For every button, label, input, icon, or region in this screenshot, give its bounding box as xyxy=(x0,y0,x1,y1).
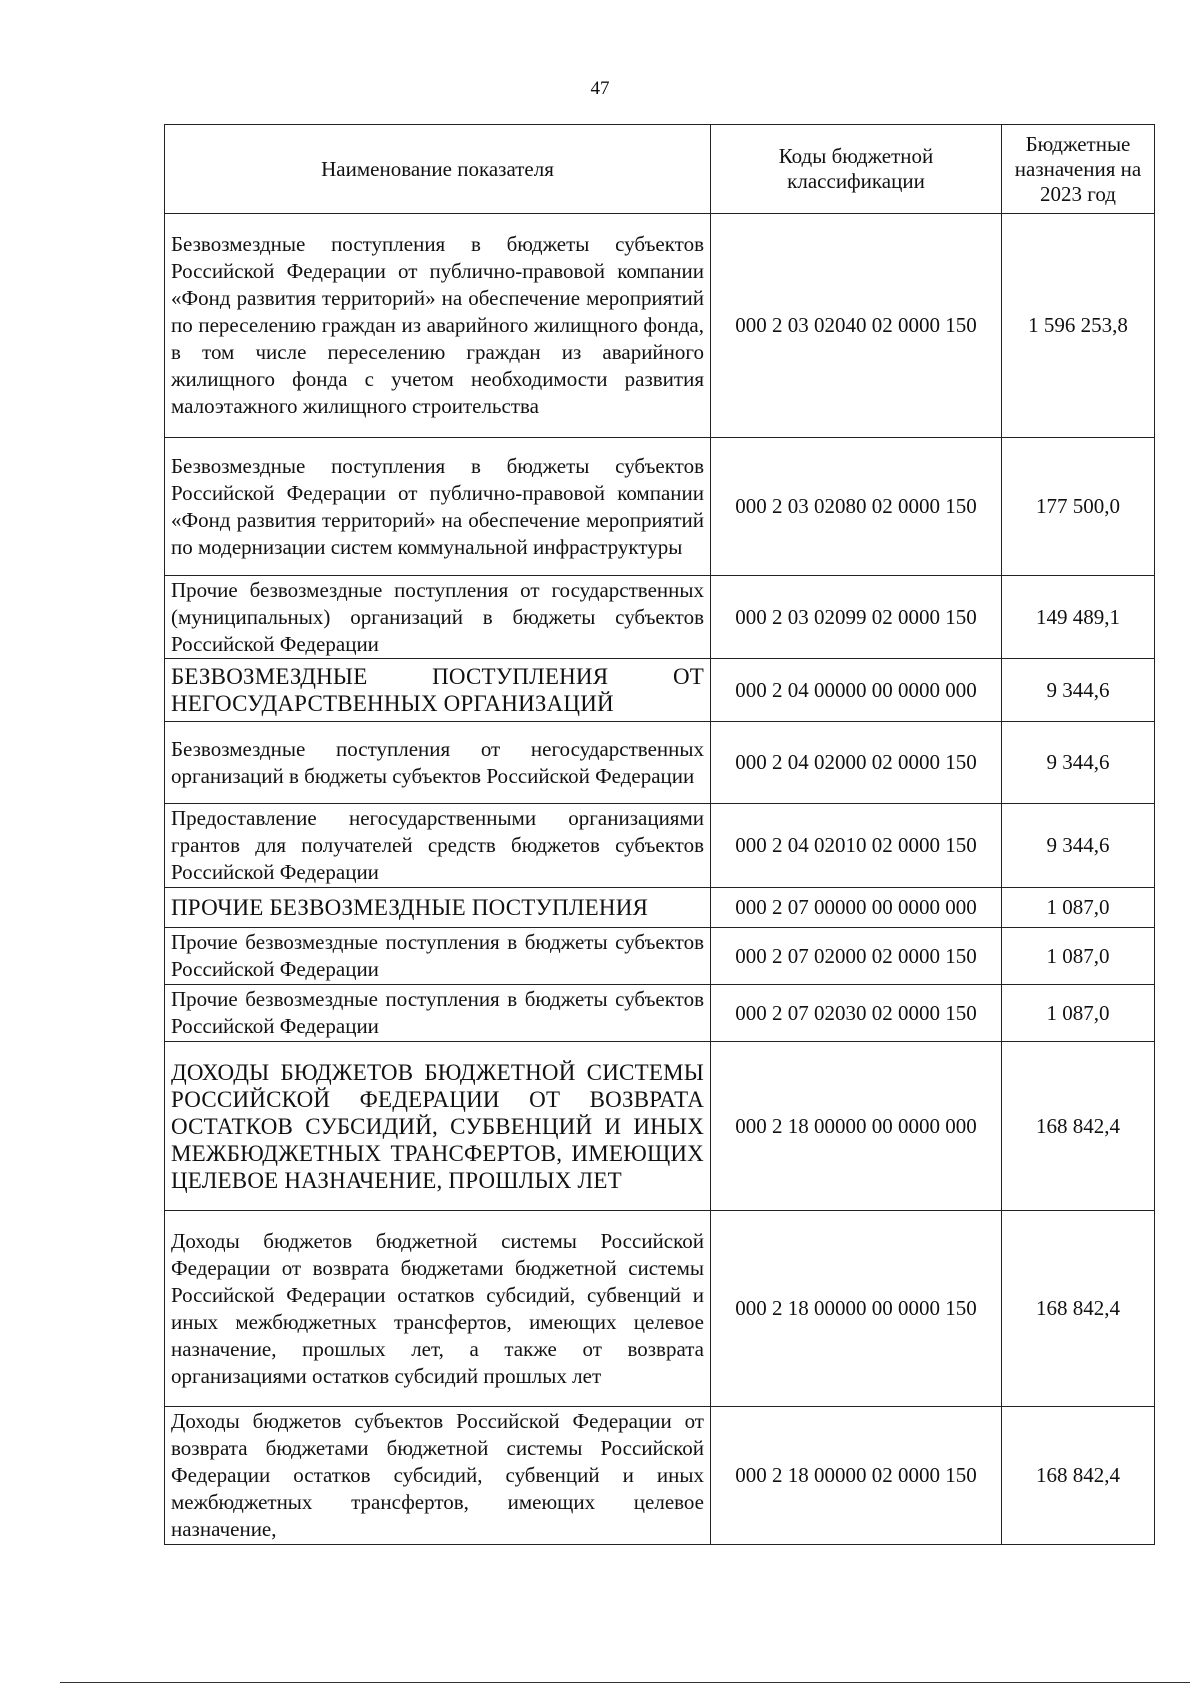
row-code: 000 2 03 02040 02 0000 150 xyxy=(711,214,1002,438)
header-amount: Бюджетные назначения на 2023 год xyxy=(1002,125,1155,214)
row-code: 000 2 07 02030 02 0000 150 xyxy=(711,985,1002,1042)
row-amount: 9 344,6 xyxy=(1002,804,1155,888)
row-name: Прочие безвозмездные поступления в бюджеты субъектов Российской Федерации xyxy=(165,928,711,985)
table-row xyxy=(165,888,1155,928)
footer-rule xyxy=(60,1682,1190,1683)
row-amount: 1 087,0 xyxy=(1002,928,1155,985)
row-amount: 9 344,6 xyxy=(1002,722,1155,804)
row-name: Безвозмездные поступления от негосударственных организаций в бюджеты субъектов Российской Федерации xyxy=(165,722,711,804)
row-code: 000 2 07 02000 02 0000 150 xyxy=(711,928,1002,985)
row-name: ПРОЧИЕ БЕЗВОЗМЕЗДНЫЕ ПОСТУПЛЕНИЯ xyxy=(165,888,711,928)
table-row xyxy=(165,1211,1155,1407)
row-name: Предоставление негосударственными организациями грантов для получателей средств бюджетов субъектов Российской Федерации xyxy=(165,804,711,888)
table-row xyxy=(165,214,1155,438)
header-name: Наименование показателя xyxy=(165,125,711,214)
row-code: 000 2 04 00000 00 0000 000 xyxy=(711,659,1002,722)
row-amount: 9 344,6 xyxy=(1002,659,1155,722)
row-name: ДОХОДЫ БЮДЖЕТОВ БЮДЖЕТНОЙ СИСТЕМЫ РОССИЙСКОЙ ФЕДЕРАЦИИ ОТ ВОЗВРАТА ОСТАТКОВ СУБСИДИЙ, СУБВЕНЦИЙ И ИНЫХ МЕЖБЮДЖЕТНЫХ ТРАНСФЕРТОВ, ИМЕЮЩИХ ЦЕЛЕВОЕ НАЗНАЧЕНИЕ, ПРОШЛЫХ ЛЕТ xyxy=(165,1042,711,1211)
row-code: 000 2 07 00000 00 0000 000 xyxy=(711,888,1002,928)
page-number: 47 xyxy=(590,78,610,99)
row-code: 000 2 04 02000 02 0000 150 xyxy=(711,722,1002,804)
table-row xyxy=(165,438,1155,576)
row-name: Доходы бюджетов бюджетной системы Российской Федерации от возврата бюджетами бюджетной системы Российской Федерации остатков субсидий, субвенций и иных межбюджетных трансфертов, имеющих целевое назначение, прошлых лет, а также от возврата организациями остатков субсидий прошлых лет xyxy=(165,1211,711,1407)
row-code: 000 2 04 02010 02 0000 150 xyxy=(711,804,1002,888)
row-name: Прочие безвозмездные поступления в бюджеты субъектов Российской Федерации xyxy=(165,985,711,1042)
table-row xyxy=(165,1042,1155,1211)
table-row xyxy=(165,659,1155,722)
row-amount: 168 842,4 xyxy=(1002,1211,1155,1407)
row-amount: 1 087,0 xyxy=(1002,985,1155,1042)
table-row xyxy=(165,576,1155,659)
row-code: 000 2 18 00000 00 0000 150 xyxy=(711,1211,1002,1407)
row-amount: 1 596 253,8 xyxy=(1002,214,1155,438)
row-amount: 1 087,0 xyxy=(1002,888,1155,928)
row-code: 000 2 18 00000 02 0000 150 xyxy=(711,1407,1002,1545)
table-row xyxy=(165,722,1155,804)
row-code: 000 2 03 02080 02 0000 150 xyxy=(711,438,1002,576)
row-code: 000 2 18 00000 00 0000 000 xyxy=(711,1042,1002,1211)
row-name: БЕЗВОЗМЕЗДНЫЕ ПОСТУПЛЕНИЯ ОТ НЕГОСУДАРСТВЕННЫХ ОРГАНИЗАЦИЙ xyxy=(165,659,711,722)
row-name: Безвозмездные поступления в бюджеты субъектов Российской Федерации от публично-правовой компании «Фонд развития территорий» на обеспечение мероприятий по модернизации систем коммунальной инфраструктуры xyxy=(165,438,711,576)
row-code: 000 2 03 02099 02 0000 150 xyxy=(711,576,1002,659)
table-row xyxy=(165,985,1155,1042)
row-amount: 149 489,1 xyxy=(1002,576,1155,659)
table-row xyxy=(165,928,1155,985)
row-name: Доходы бюджетов субъектов Российской Федерации от возврата бюджетами бюджетной системы Российской Федерации остатков субсидий, субвенций и иных межбюджетных трансфертов, имеющих целевое назначение, xyxy=(165,1407,711,1545)
row-name: Прочие безвозмездные поступления от государственных (муниципальных) организаций в бюджеты субъектов Российской Федерации xyxy=(165,576,711,659)
row-amount: 168 842,4 xyxy=(1002,1042,1155,1211)
table-header-row xyxy=(165,125,1155,214)
row-amount: 177 500,0 xyxy=(1002,438,1155,576)
budget-table xyxy=(164,124,1155,1545)
header-code: Коды бюджетной классификации xyxy=(711,125,1002,214)
row-name: Безвозмездные поступления в бюджеты субъектов Российской Федерации от публично-правовой компании «Фонд развития территорий» на обеспечение мероприятий по переселению граждан из аварийного жилищного фонда, в том числе переселению граждан из аварийного жилищного фонда с учетом необходимости развития малоэтажного жилищного строительства xyxy=(165,214,711,438)
table-row xyxy=(165,1407,1155,1545)
table-row xyxy=(165,804,1155,888)
row-amount: 168 842,4 xyxy=(1002,1407,1155,1545)
